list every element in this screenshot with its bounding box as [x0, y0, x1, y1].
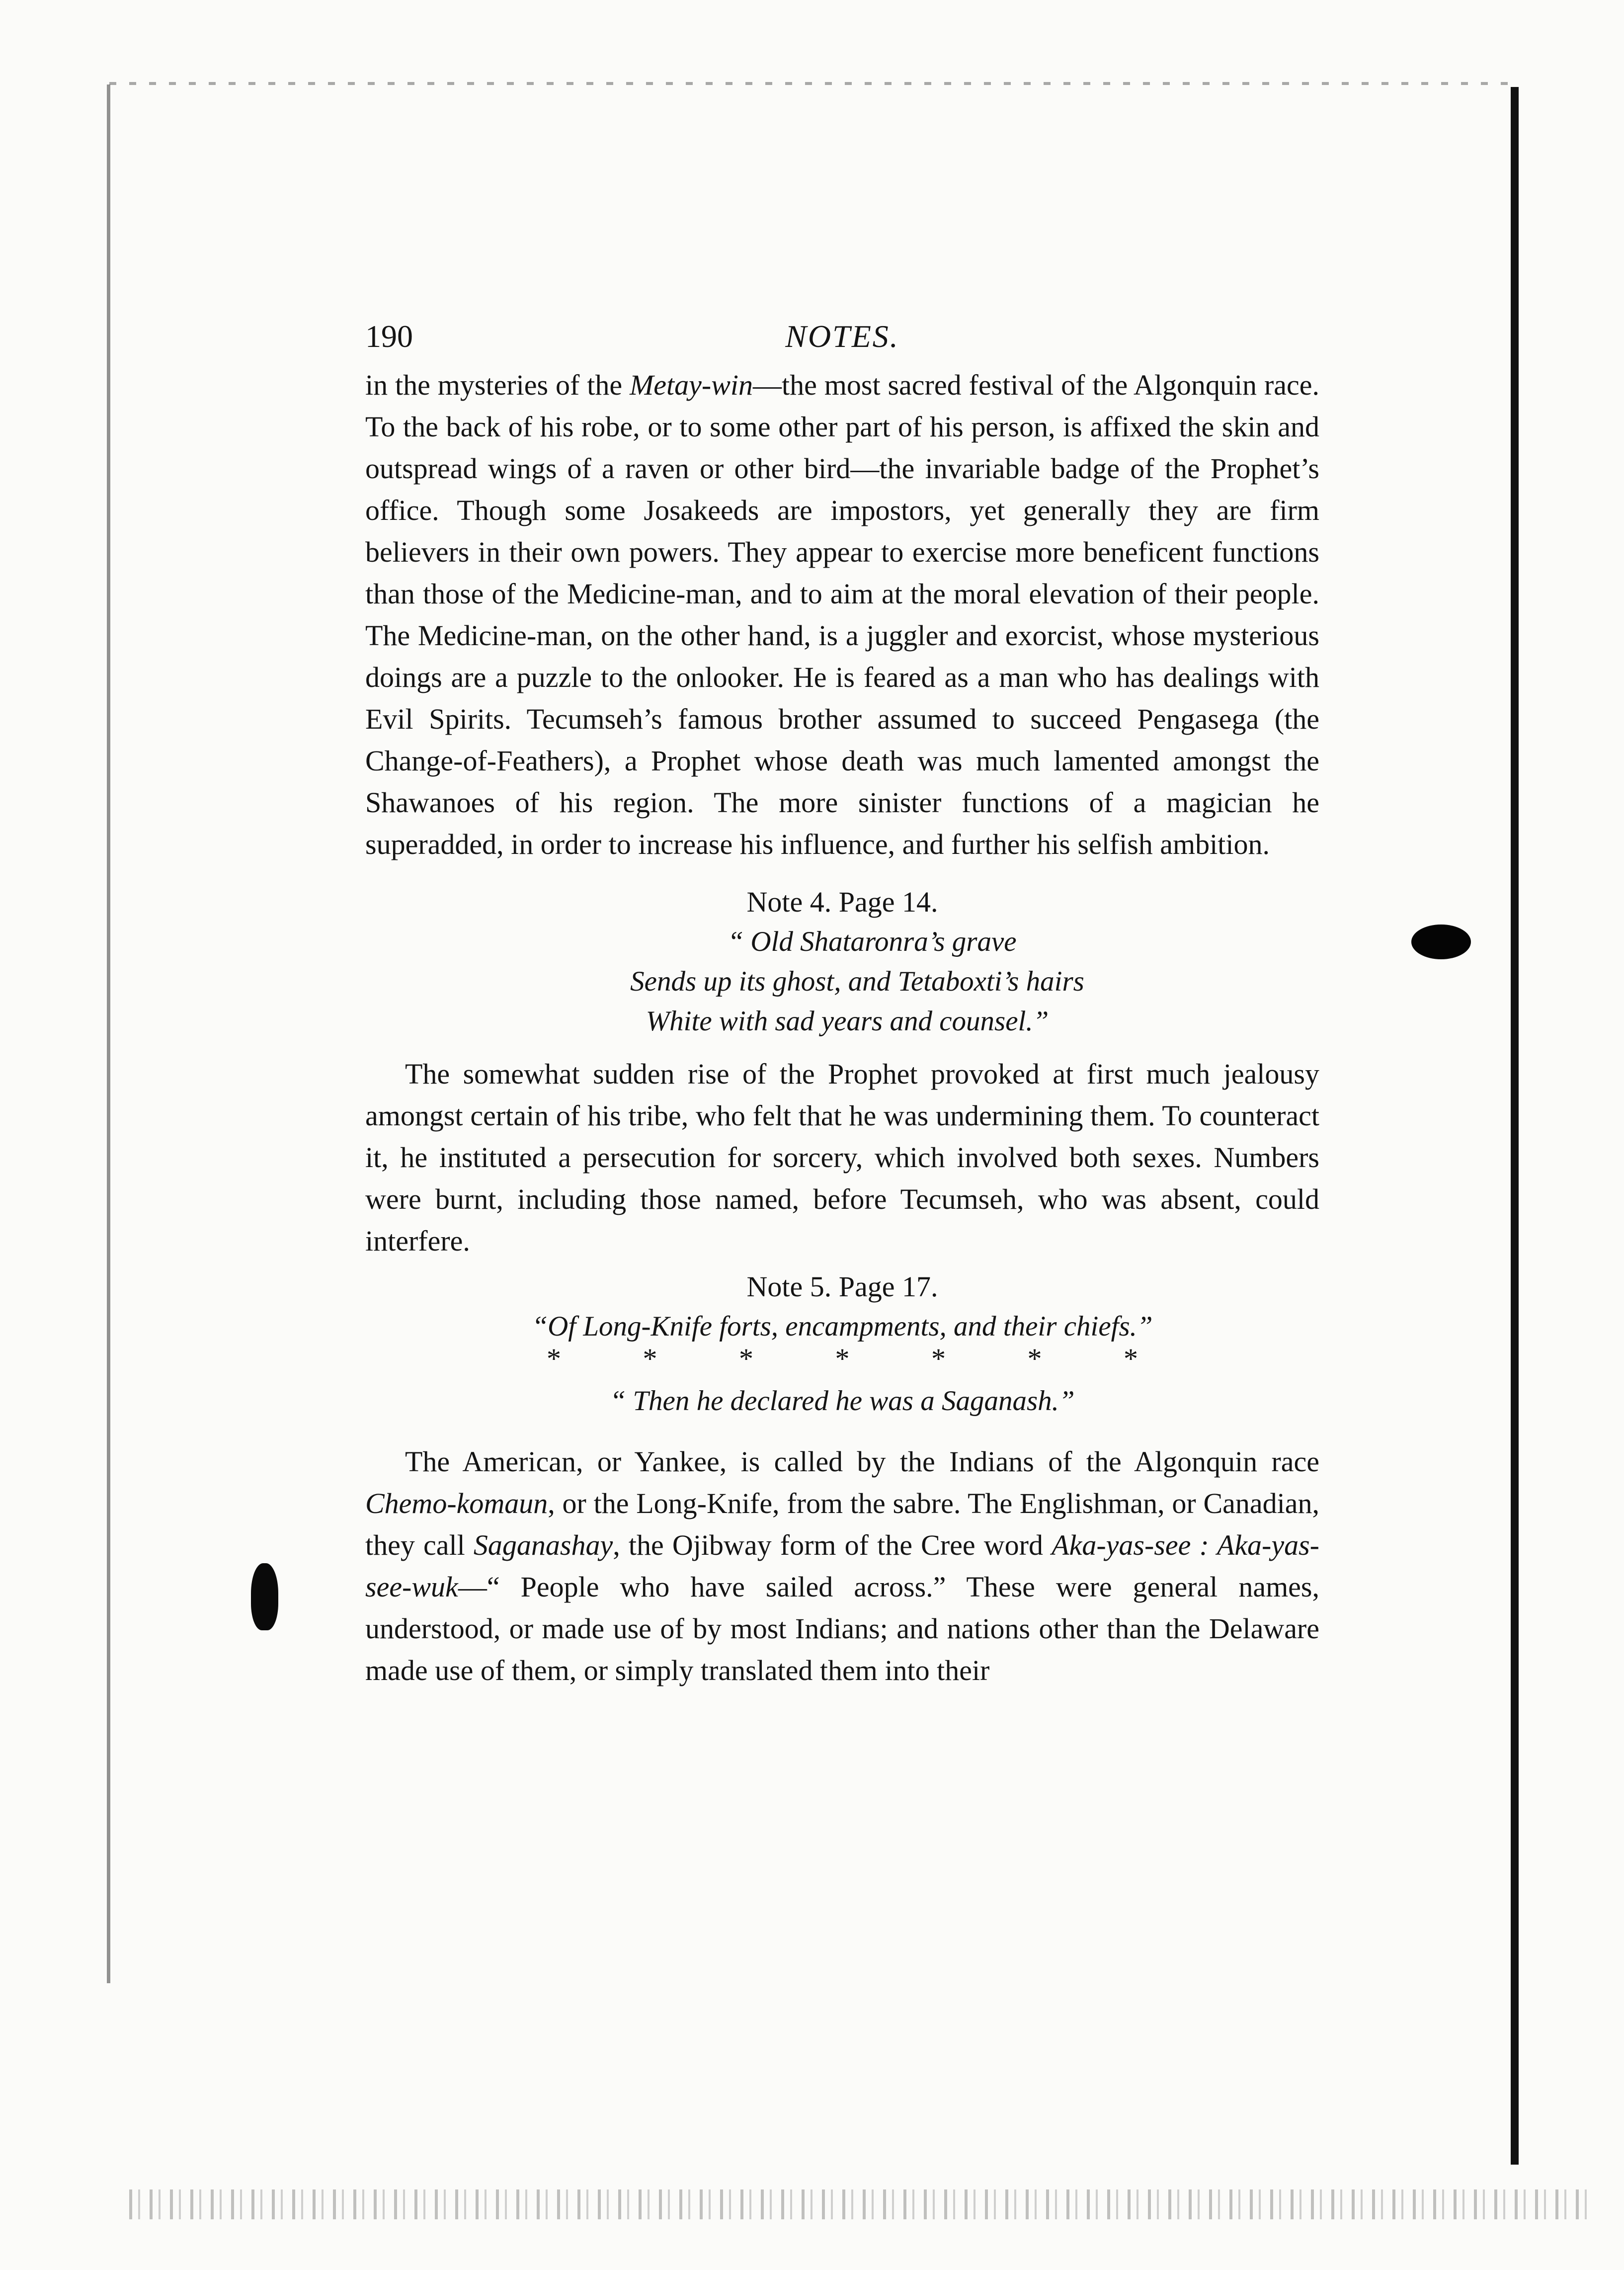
note-4-heading: Note 4. Page 14. [746, 886, 938, 918]
text-run: in the mysteries of the [365, 369, 630, 401]
note-5-verse-2: “ Then he declared he was a Saganash.” [610, 1385, 1075, 1417]
text-run: —the most sacred festival of the Algonquin race. To the back of his robe, or to some other part of his person, is affixed the skin and outspread wings of a raven or other bird—the invariable badge of the Prophet’s office. Though some Josakeeds are impostors, yet generally they are firm believers in their own powers. They appear to exercise more beneficent functions than those of the Medicine-man, and to aim at the moral elevation of their people. The Medicine-man, on the other hand, is a juggler and exorcist, whose mysterious doings are a puzzle to the onlooker. He is feared as a man who has dealings with Evil Spirits. Tecumseh’s famous brother assumed to succeed Pengasega (the Change-of-Feathers), a Prophet whose death was much lamented amongst the Shawanoes of his region. The more sinister functions of a magician he superadded, in order to increase his influence, and further his selfish ambition. [365, 369, 1319, 860]
page-number: 190 [365, 319, 413, 354]
asterism: * * * * * * * [547, 1343, 1138, 1375]
scan-border-left [107, 84, 110, 1983]
page-text-block [365, 308, 1319, 1691]
running-title: NOTES. [785, 319, 899, 354]
scan-border-bottom [129, 2189, 1595, 2219]
italic-term: Saganashay [473, 1529, 613, 1561]
verse-line: Sends up its ghost, and Tetaboxti’s hairs [630, 966, 1084, 997]
verse-line: White with sad years and counsel.” [646, 1006, 1049, 1037]
ink-mark [251, 1563, 278, 1630]
paragraph-long-knife [365, 1441, 1319, 1691]
ink-blot [1411, 925, 1471, 959]
scan-border-right [1511, 87, 1519, 2165]
scan-border-top [109, 82, 1516, 85]
italic-term: Aka-yas-see : Aka-yas-see-wuk [365, 1529, 1319, 1603]
italic-term: Metay-win [629, 369, 753, 401]
text-run: , the Ojibway form of the Cree word [613, 1529, 1052, 1561]
text-run: The American, or Yankee, is called by the Indians of the Algonquin race [405, 1445, 1319, 1478]
note-4-verse [365, 922, 1319, 1041]
note-5-heading: Note 5. Page 17. [746, 1270, 938, 1303]
text-run: , or the Long-Knife, from the sabre. The Englishman, or Canadian, they call [365, 1487, 1319, 1561]
text-run: —“ People who have sailed across.” These were general names, understood, or made use of by most Indians; and nations other than the Delaware made use of them, or simply translated them into their [365, 1571, 1319, 1686]
note-5-verse-1: “Of Long-Knife forts, encampments, and their chiefs.” [532, 1311, 1153, 1342]
italic-term: Chemo-komaun [365, 1487, 548, 1519]
paragraph-medicine-man [365, 364, 1319, 865]
verse-line: “ Old Shataronra’s grave [728, 926, 1017, 957]
paragraph-prophet-rise [365, 1053, 1319, 1262]
running-head [365, 308, 1319, 354]
text-run: The somewhat sudden rise of the Prophet provoked at first much jealousy amongst certain of his tribe, who felt that he was undermining them. To counteract it, he instituted a persecution for sorcery, which involved both sexes. Numbers were burnt, including those named, before Tecumseh, who was absent, could interfere. [365, 1058, 1319, 1257]
